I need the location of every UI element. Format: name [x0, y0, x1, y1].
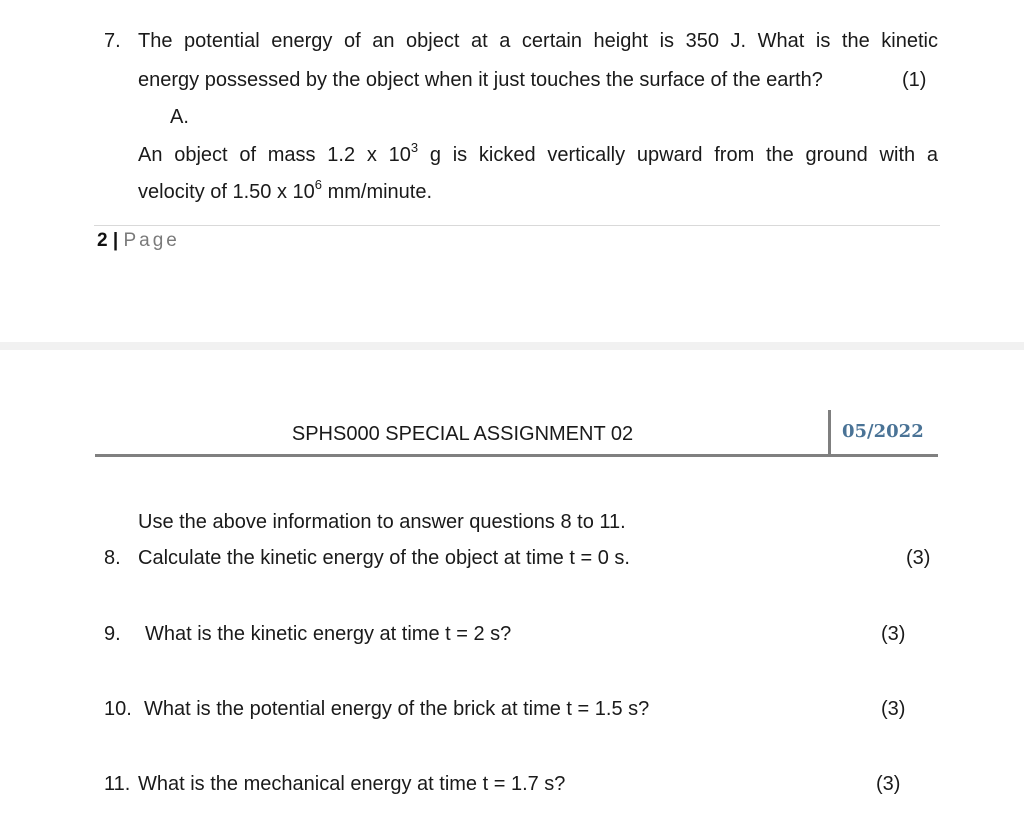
page-separator [0, 342, 1024, 350]
exponent-3: 3 [410, 140, 419, 156]
instructions-text: Use the above information to answer questions 8 to 11. [138, 511, 626, 533]
scenario-line2: velocity of 1.50 x $10^6$ mm/minute. [138, 177, 433, 203]
page-3 [0, 350, 1024, 839]
question-7-number: 7. [104, 30, 121, 52]
header-divider-vertical [828, 410, 831, 455]
question-9-number: 9. [104, 623, 121, 645]
question-10-number: 10. [104, 698, 132, 720]
section-a-label: A. [170, 106, 189, 128]
page-number [97, 229, 180, 253]
footer-divider [94, 225, 940, 226]
question-11-text: What is the mechanical energy at time t = 1.7 s? [138, 773, 566, 795]
question-10-text: What is the potential energy of the brick at time t = 1.5 s? [144, 698, 650, 720]
page-2 [0, 0, 1024, 342]
header-rule [95, 454, 938, 457]
assignment-date: 05/2022 [842, 421, 924, 442]
question-7-marks: (1) [902, 69, 927, 91]
page-number-value: 2 | [97, 230, 119, 251]
exponent-6: 6 [314, 177, 323, 193]
question-11-marks: (3) [876, 773, 901, 795]
question-9-marks: (3) [881, 623, 906, 645]
scenario-line1: An object of mass 1.2 x $10^3$ g is kicked vertically upward from the ground with a [138, 140, 938, 166]
question-8-text: Calculate the kinetic energy of the object at time t = 0 s. [138, 547, 630, 569]
question-11-number: 11. [104, 773, 131, 795]
question-8-number: 8. [104, 547, 121, 569]
question-7-text-line2: energy possessed by the object when it just touches the surface of the earth? [138, 69, 823, 91]
question-10-marks: (3) [881, 698, 906, 720]
question-7-text-line1: The potential energy of an object at a certain height is 350 J. What is the kinetic [138, 30, 938, 52]
page-label: Page [123, 230, 180, 251]
assignment-title: SPHS000 SPECIAL ASSIGNMENT 02 [291, 423, 634, 445]
question-8-marks: (3) [906, 547, 931, 569]
question-9-text: What is the kinetic energy at time t = 2 s? [145, 623, 512, 645]
